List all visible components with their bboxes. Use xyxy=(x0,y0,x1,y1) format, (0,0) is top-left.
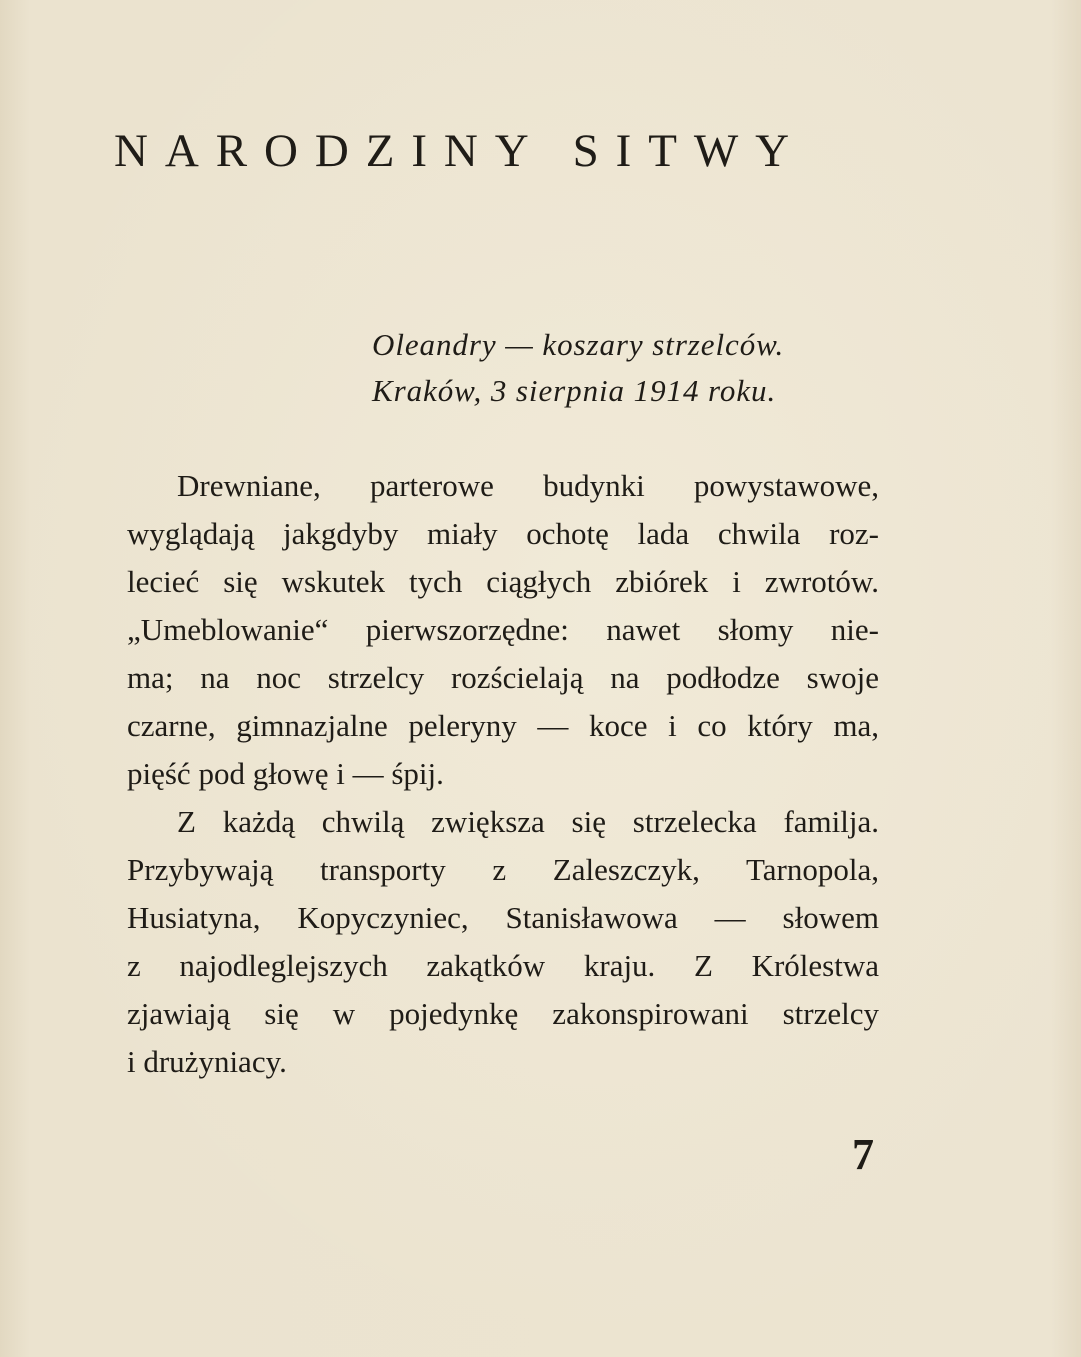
text-line: Przybywają transporty z Zaleszczyk, Tarnopola, xyxy=(127,852,879,887)
dateline xyxy=(372,322,892,414)
page-number: 7 xyxy=(852,1130,874,1179)
text-line: Husiatyna, Kopyczyniec, Stanisławowa — słowem xyxy=(127,900,879,935)
text-line: czarne, gimnazjalne peleryny — koce i co który ma, xyxy=(127,708,879,743)
chapter-title: NARODZINY SITWY xyxy=(114,125,806,177)
text-line: pięść pod głowę i — śpij. xyxy=(127,756,444,791)
text-line: Z każdą chwilą zwiększa się strzelecka familja. xyxy=(177,804,879,839)
text-line: i drużyniacy. xyxy=(127,1044,287,1079)
text-line: Drewniane, parterowe budynki powystawowe, xyxy=(177,468,879,503)
text-line: wyglądają jakgdyby miały ochotę lada chwila roz- xyxy=(127,516,879,551)
text-line: „Umeblowanie“ pierwszorzędne: nawet słomy nie- xyxy=(127,612,879,647)
body-text xyxy=(127,462,879,1086)
text-line: zjawiają się w pojedynkę zakonspirowani strzelcy xyxy=(127,996,879,1031)
text-line: ma; na noc strzelcy rozścielają na podłodze swoje xyxy=(127,660,879,695)
dateline-line: Kraków, 3 sierpnia 1914 roku. xyxy=(372,373,777,408)
paragraph xyxy=(127,798,879,1086)
text-line: z najodleglejszych zakątków kraju. Z Królestwa xyxy=(127,948,879,983)
paragraph xyxy=(127,462,879,798)
text-line: lecieć się wskutek tych ciągłych zbiórek i zwrotów. xyxy=(127,564,879,599)
dateline-line: Oleandry — koszary strzelców. xyxy=(372,327,785,362)
